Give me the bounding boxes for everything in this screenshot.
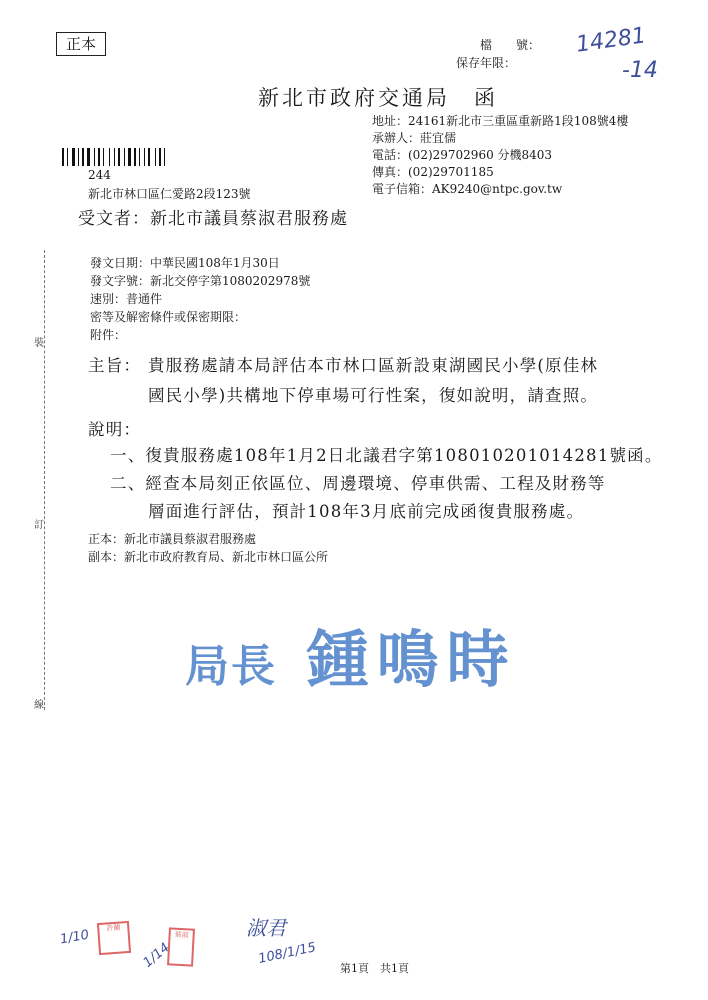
delivery-speed: 速別：普通件 xyxy=(90,292,163,306)
barcode-bar xyxy=(146,148,147,166)
director-seal xyxy=(185,610,517,699)
issue-date: 發文日期：中華民國108年1月30日 xyxy=(90,256,280,270)
barcode-bar xyxy=(118,148,120,166)
subject-label: 主旨： xyxy=(88,356,142,375)
explanation-item-2-line-2: 層面進行評估，預計108年3月底前完成函復貴服務處。 xyxy=(148,502,585,521)
barcode-bar xyxy=(162,148,163,166)
explanation-label: 說明： xyxy=(88,420,142,439)
barcode-bar xyxy=(65,148,66,166)
barcode-bar xyxy=(124,148,125,166)
barcode-bar xyxy=(132,148,133,166)
recipient-address: 新北市林口區仁愛路2段123號 xyxy=(88,187,251,201)
barcode-bar xyxy=(144,148,145,166)
document-title: 新北市政府交通局 函 xyxy=(258,86,498,110)
barcode-bar xyxy=(105,148,108,166)
subject-line-1: 貴服務處請本局評估本市林口區新設東湖國民小學(原佳林 xyxy=(148,356,599,375)
receipt-stamp-2: 蔡淑 xyxy=(167,927,195,966)
barcode-bar xyxy=(78,148,79,166)
barcode-bar xyxy=(101,148,102,166)
receipt-stamp-1: 許蘭 xyxy=(97,921,131,955)
margin-label-zhuang: 裝 xyxy=(34,338,44,349)
barcode-bar xyxy=(87,148,90,166)
barcode-bar xyxy=(116,148,117,166)
barcode-bar xyxy=(67,148,68,166)
subject-line-2: 國民小學)共構地下停車場可行性案，復如說明，請查照。 xyxy=(148,386,599,405)
page-number: 第1頁 共1頁 xyxy=(340,962,409,975)
margin-label-xian: 線 xyxy=(34,700,44,711)
barcode-bar xyxy=(72,148,75,166)
file-number-label: 檔 號： xyxy=(480,38,541,52)
barcode-bar xyxy=(85,148,86,166)
handwritten-date-1: 1/10 xyxy=(58,927,91,948)
attachment: 附件： xyxy=(90,328,127,342)
barcode-bar xyxy=(91,148,93,166)
explanation-item-1: 一、復貴服務處108年1月2日北議君字第1080102010142​81號函。 xyxy=(110,446,663,465)
barcode-bar xyxy=(76,148,77,166)
barcode-bar xyxy=(82,148,84,166)
sender-phone: 電話：(02)29702960 分機8403 xyxy=(372,148,553,162)
handwritten-date-2: 1/14 xyxy=(140,940,173,971)
seal-name: 鍾鳴時 xyxy=(306,623,517,696)
barcode-bar xyxy=(148,148,150,166)
handwritten-retention: -14 xyxy=(622,58,658,83)
barcode-bar xyxy=(98,148,100,166)
barcode-bar xyxy=(166,148,168,166)
handwritten-date-3: 108/1/15 xyxy=(257,940,318,967)
barcode-bar xyxy=(141,148,143,166)
handwritten-initials: 淑君 xyxy=(246,916,286,940)
barcode-bar xyxy=(94,148,95,166)
barcode-bar xyxy=(139,148,140,166)
barcode-bar xyxy=(109,148,110,166)
original-copy-mark: 正本 xyxy=(56,32,106,56)
barcode-bar xyxy=(157,148,158,166)
cc-original: 正本：新北市議員蔡淑君服務處 xyxy=(88,532,257,546)
barcode-bar xyxy=(80,148,81,166)
retention-period-label: 保存年限： xyxy=(456,56,517,70)
cc-copy: 副本：新北市政府教育局、新北市林口區公所 xyxy=(88,550,329,564)
barcode-bar xyxy=(126,148,127,166)
barcode-bar xyxy=(151,148,154,166)
recipient: 受文者：新北市議員蔡淑君服務處 xyxy=(78,209,348,229)
barcode-bar xyxy=(137,148,138,166)
document-number: 發文字號：新北交停字第1080202978號 xyxy=(90,274,311,288)
sender-address: 地址：24161新北市三重區重新路1段108號4樓 xyxy=(372,114,629,128)
sender-handler: 承辦人：莊宜儒 xyxy=(372,131,457,145)
postal-code: 244 xyxy=(88,168,111,182)
barcode-bar xyxy=(155,148,156,166)
barcode-bar xyxy=(121,148,123,166)
barcode-bar xyxy=(128,148,131,166)
barcode-bar xyxy=(111,148,113,166)
sender-fax: 傳真：(02)29701185 xyxy=(372,165,494,179)
sender-email: 電子信箱：AK9240@ntpc.gov.tw xyxy=(372,182,563,196)
barcode-bar xyxy=(103,148,104,166)
barcode-bar xyxy=(164,148,165,166)
barcode-bar xyxy=(134,148,136,166)
postal-barcode xyxy=(62,148,196,166)
seal-title: 局長 xyxy=(185,641,277,692)
barcode-bar xyxy=(69,148,71,166)
binding-line xyxy=(44,250,45,710)
secrecy-level: 密等及解密條件或保密期限： xyxy=(90,310,247,324)
barcode-bar xyxy=(62,148,64,166)
barcode-bar xyxy=(114,148,115,166)
handwritten-file-number: 14281 xyxy=(574,23,648,58)
barcode-bar xyxy=(159,148,161,166)
explanation-item-2-line-1: 二、經查本局刻正依區位、周邊環境、停車供需、工程及財務等 xyxy=(110,474,606,493)
margin-label-ding: 訂 xyxy=(34,520,44,531)
barcode-bar xyxy=(96,148,97,166)
